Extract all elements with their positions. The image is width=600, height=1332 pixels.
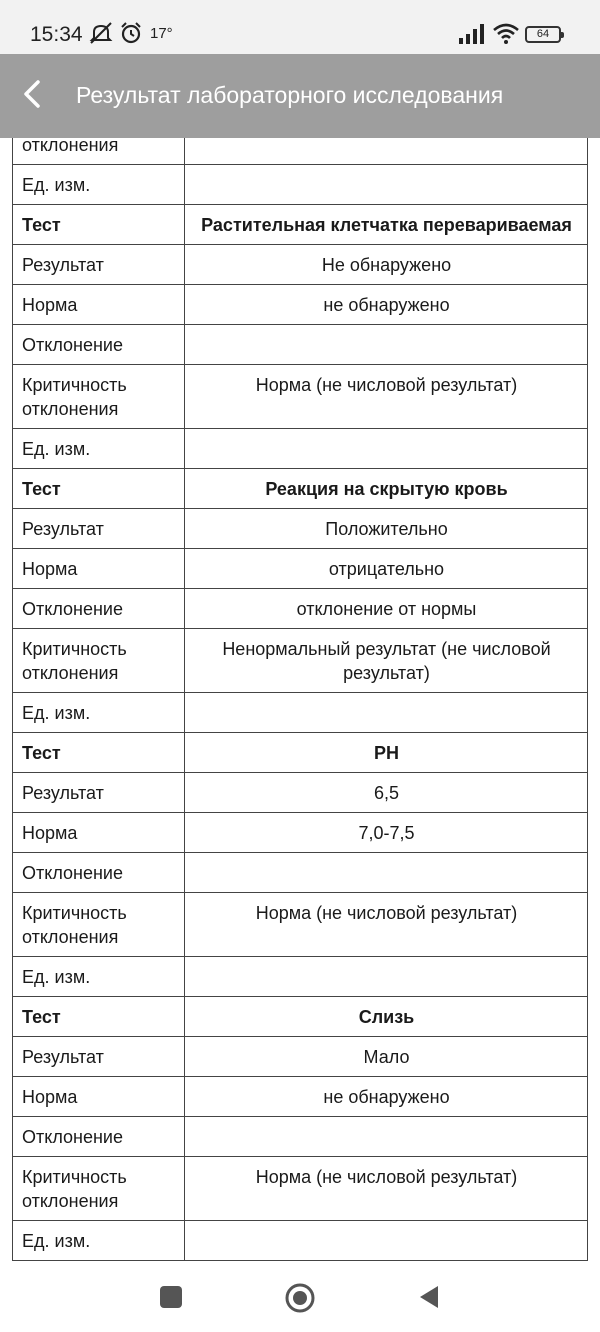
row-value: не обнаружено: [185, 1077, 588, 1117]
table-row: [13, 813, 588, 853]
status-time: 15:34: [30, 23, 83, 46]
recent-apps-button[interactable]: [156, 1282, 186, 1312]
table-row: [13, 1157, 588, 1221]
row-value: [185, 957, 588, 997]
system-back-button[interactable]: [414, 1282, 444, 1312]
row-value: Растительная клетчатка перевариваемая: [185, 205, 588, 245]
table-row: [13, 165, 588, 205]
table-row: [13, 365, 588, 429]
row-value: 6,5: [185, 773, 588, 813]
row-label: Критичность отклонения: [13, 893, 185, 957]
app-header: [0, 54, 600, 138]
row-label: Норма: [13, 813, 185, 853]
row-label: Тест: [13, 997, 185, 1037]
row-label: Отклонение: [13, 589, 185, 629]
table-row: [13, 285, 588, 325]
table-row: [13, 853, 588, 893]
signal-icon: [458, 24, 486, 49]
row-label: Результат: [13, 1037, 185, 1077]
wifi-icon: [492, 22, 520, 49]
results-table: [12, 138, 588, 1261]
table-row: [13, 589, 588, 629]
table-row: [13, 1117, 588, 1157]
table-row: [13, 549, 588, 589]
row-label: Ед. изм.: [13, 1221, 185, 1261]
alarm-icon: [119, 21, 143, 50]
row-value: отклонение от нормы: [185, 589, 588, 629]
back-triangle-icon: [414, 1282, 444, 1312]
battery-level: 64: [536, 28, 550, 40]
row-value: [185, 1117, 588, 1157]
row-label: Норма: [13, 285, 185, 325]
row-value: [185, 165, 588, 205]
battery-icon: [525, 26, 561, 43]
status-temperature: 17°: [150, 25, 173, 42]
row-label: Отклонение: [13, 1117, 185, 1157]
row-label: Ед. изм.: [13, 957, 185, 997]
row-label: Результат: [13, 509, 185, 549]
table-row: [13, 629, 588, 693]
row-value: Не обнаружено: [185, 245, 588, 285]
back-button[interactable]: [14, 72, 50, 116]
row-label: Критичность отклонения: [13, 1157, 185, 1221]
row-value: Слизь: [185, 997, 588, 1037]
row-value: Реакция на скрытую кровь: [185, 469, 588, 509]
row-value: [185, 1221, 588, 1261]
row-value: Норма (не числовой результат): [185, 1157, 588, 1221]
row-label: Ед. изм.: [13, 429, 185, 469]
row-label: Отклонение: [13, 853, 185, 893]
row-value: [185, 693, 588, 733]
row-label: Тест: [13, 205, 185, 245]
table-row: [13, 138, 588, 165]
row-value: [185, 853, 588, 893]
table-row: [13, 773, 588, 813]
row-label: Тест: [13, 733, 185, 773]
home-icon: [284, 1282, 316, 1314]
row-label: Результат: [13, 245, 185, 285]
row-value: Мало: [185, 1037, 588, 1077]
test-row: [13, 997, 588, 1037]
table-row: [13, 429, 588, 469]
row-label: Норма: [13, 549, 185, 589]
row-label: Норма: [13, 1077, 185, 1117]
row-value: PH: [185, 733, 588, 773]
row-label: Ед. изм.: [13, 165, 185, 205]
table-row: [13, 1077, 588, 1117]
table-row: [13, 1037, 588, 1077]
recent-apps-icon: [156, 1282, 186, 1312]
row-value: [185, 429, 588, 469]
row-value: Норма (не числовой результат): [185, 365, 588, 429]
row-label: Ед. изм.: [13, 693, 185, 733]
table-row: [13, 1221, 588, 1261]
table-row: [13, 509, 588, 549]
mute-icon: [88, 21, 114, 50]
table-row: [13, 893, 588, 957]
row-value: Норма (не числовой результат): [185, 893, 588, 957]
test-row: [13, 469, 588, 509]
home-button[interactable]: [284, 1282, 314, 1312]
row-value: не обнаружено: [185, 285, 588, 325]
row-label: Критичность отклонения: [13, 629, 185, 693]
test-row: [13, 733, 588, 773]
table-row: [13, 957, 588, 997]
chevron-left-icon: [14, 72, 50, 116]
table-row: [13, 693, 588, 733]
row-label: отклонения: [13, 138, 185, 165]
row-label: Критичность отклонения: [13, 365, 185, 429]
table-row: [13, 245, 588, 285]
page-title: Результат лабораторного исследования: [76, 82, 504, 108]
row-label: Отклонение: [13, 325, 185, 365]
row-value: Положительно: [185, 509, 588, 549]
test-row: [13, 205, 588, 245]
row-value: [185, 138, 588, 165]
results-scroll-area[interactable]: [0, 138, 600, 1262]
row-label: Тест: [13, 469, 185, 509]
row-label: Результат: [13, 773, 185, 813]
row-value: 7,0-7,5: [185, 813, 588, 853]
row-value: [185, 325, 588, 365]
table-row: [13, 325, 588, 365]
system-nav-bar: [0, 1262, 600, 1332]
row-value: отрицательно: [185, 549, 588, 589]
status-bar: [0, 0, 600, 54]
row-value: Ненормальный результат (не числовой результат): [185, 629, 588, 693]
